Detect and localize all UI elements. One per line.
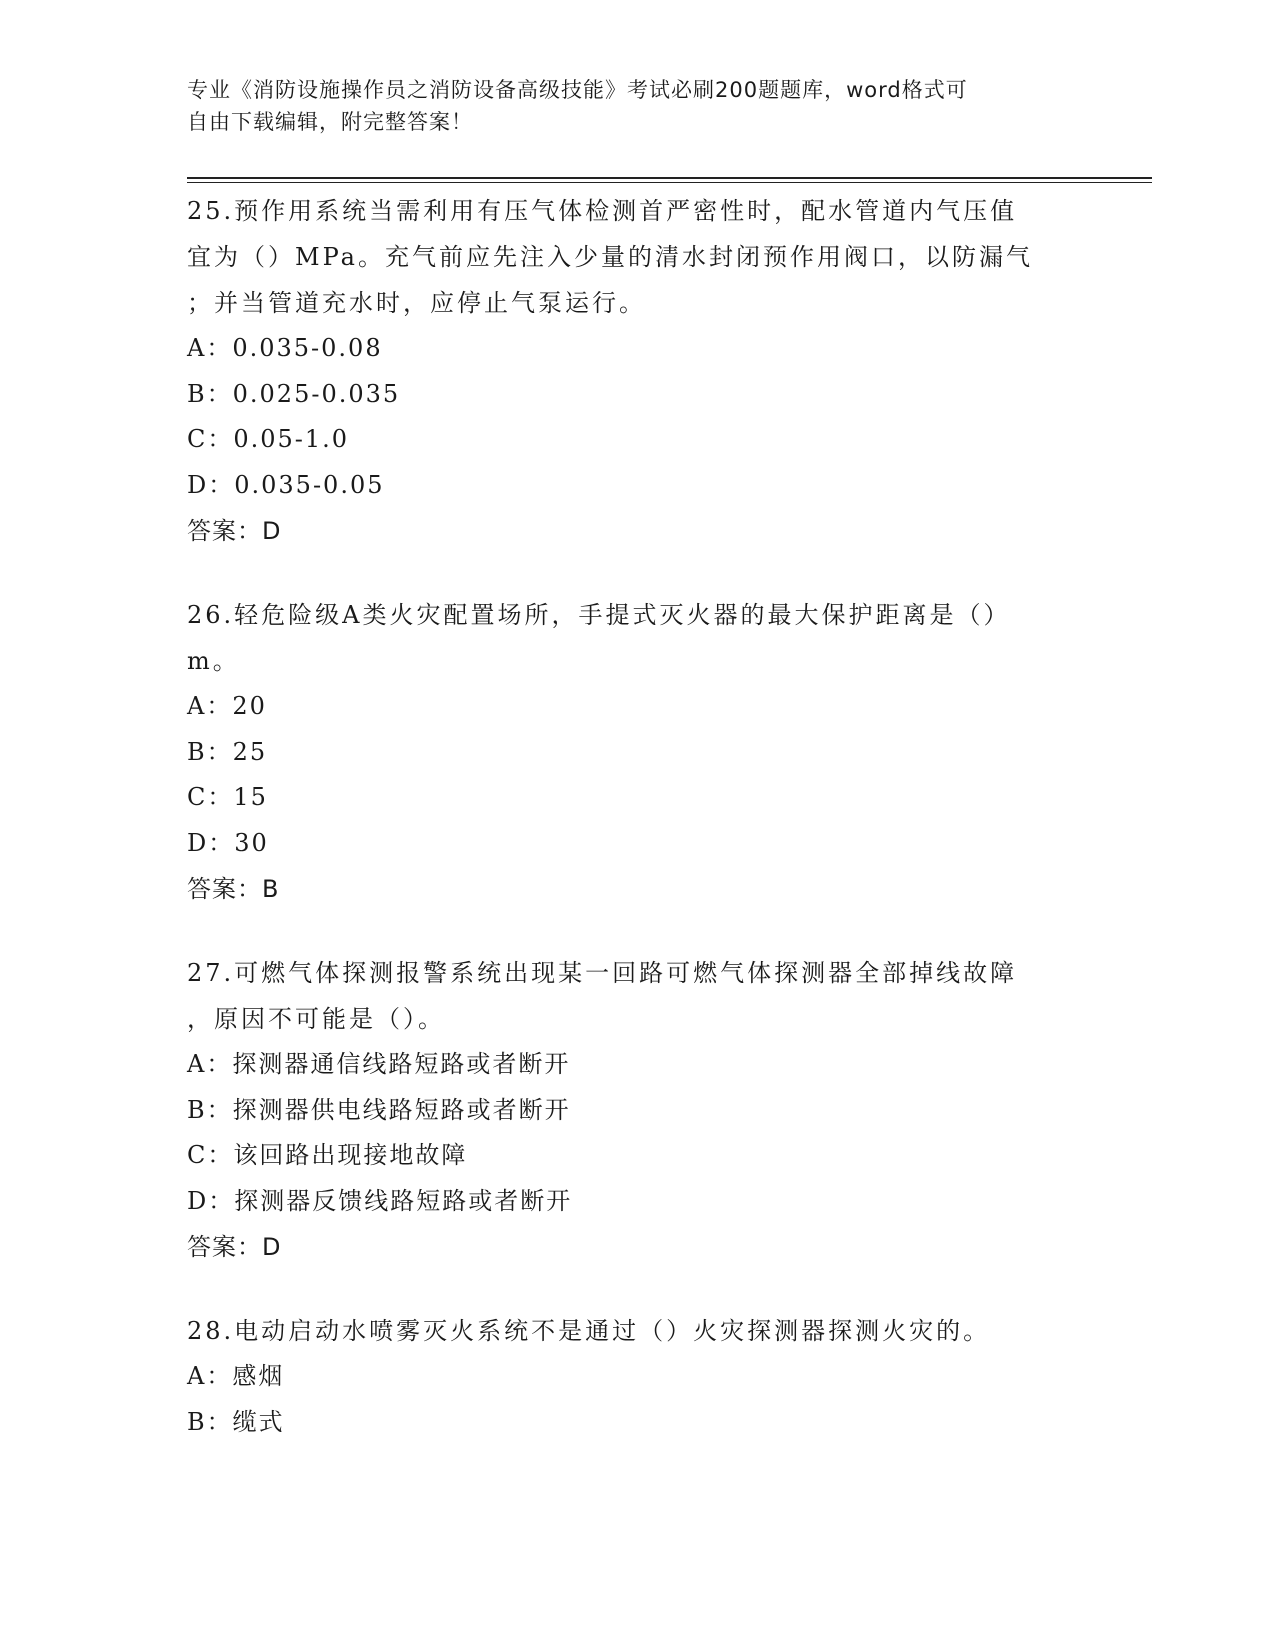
option-c: C：0.05-1.0 bbox=[187, 425, 350, 453]
question-list bbox=[187, 188, 1087, 1471]
header-rule-thick bbox=[187, 177, 1152, 179]
header-line-1: 专业《消防设施操作员之消防设备高级技能》考试必刷200题题库，word格式可 bbox=[187, 78, 968, 102]
question-stem-line: m。 bbox=[187, 647, 240, 675]
option-c: C：15 bbox=[187, 783, 268, 811]
question-27 bbox=[187, 950, 1087, 1270]
question-stem-line: 宜为（）MPa。充气前应先注入少量的清水封闭预作用阀口，以防漏气 bbox=[187, 243, 1033, 271]
option-d: D：30 bbox=[187, 828, 269, 857]
answer-line: 答案：D bbox=[187, 517, 282, 545]
header-rule-thin bbox=[187, 182, 1152, 183]
option-b: B：探测器供电线路短路或者断开 bbox=[187, 1095, 571, 1124]
question-25 bbox=[187, 188, 1087, 554]
header-line-2: 自由下载编辑，附完整答案！ bbox=[187, 110, 473, 134]
option-d: D：0.035-0.05 bbox=[187, 470, 385, 499]
answer-line: 答案：B bbox=[187, 875, 280, 903]
option-a: A：探测器通信线路短路或者断开 bbox=[187, 1050, 571, 1078]
option-d: D：探测器反馈线路短路或者断开 bbox=[187, 1186, 573, 1215]
option-a: A：20 bbox=[187, 692, 267, 720]
option-b: B：25 bbox=[187, 737, 268, 766]
question-stem-line: ；并当管道充水时，应停止气泵运行。 bbox=[187, 289, 646, 317]
question-stem-line: 26.轻危险级A类火灾配置场所，手提式灭火器的最大保护距离是（） bbox=[187, 601, 1011, 629]
option-b: B：0.025-0.035 bbox=[187, 379, 401, 408]
question-stem-line: ，原因不可能是（）。 bbox=[187, 1005, 445, 1033]
question-26 bbox=[187, 592, 1087, 912]
question-stem-line: 27.可燃气体探测报警系统出现某一回路可燃气体探测器全部掉线故障 bbox=[187, 959, 1018, 987]
question-stem-line: 28.电动启动水喷雾灭火系统不是通过（）火灾探测器探测火灾的。 bbox=[187, 1317, 991, 1345]
option-a: A：0.035-0.08 bbox=[187, 334, 383, 362]
option-a: A：感烟 bbox=[187, 1362, 285, 1390]
answer-line: 答案：D bbox=[187, 1233, 282, 1261]
option-b: B：缆式 bbox=[187, 1407, 285, 1436]
question-stem-line: 25.预作用系统当需利用有压气体检测首严密性时，配水管道内气压值 bbox=[187, 197, 1018, 225]
document-header bbox=[187, 74, 1067, 138]
question-28 bbox=[187, 1308, 1087, 1445]
option-c: C：该回路出现接地故障 bbox=[187, 1141, 468, 1169]
